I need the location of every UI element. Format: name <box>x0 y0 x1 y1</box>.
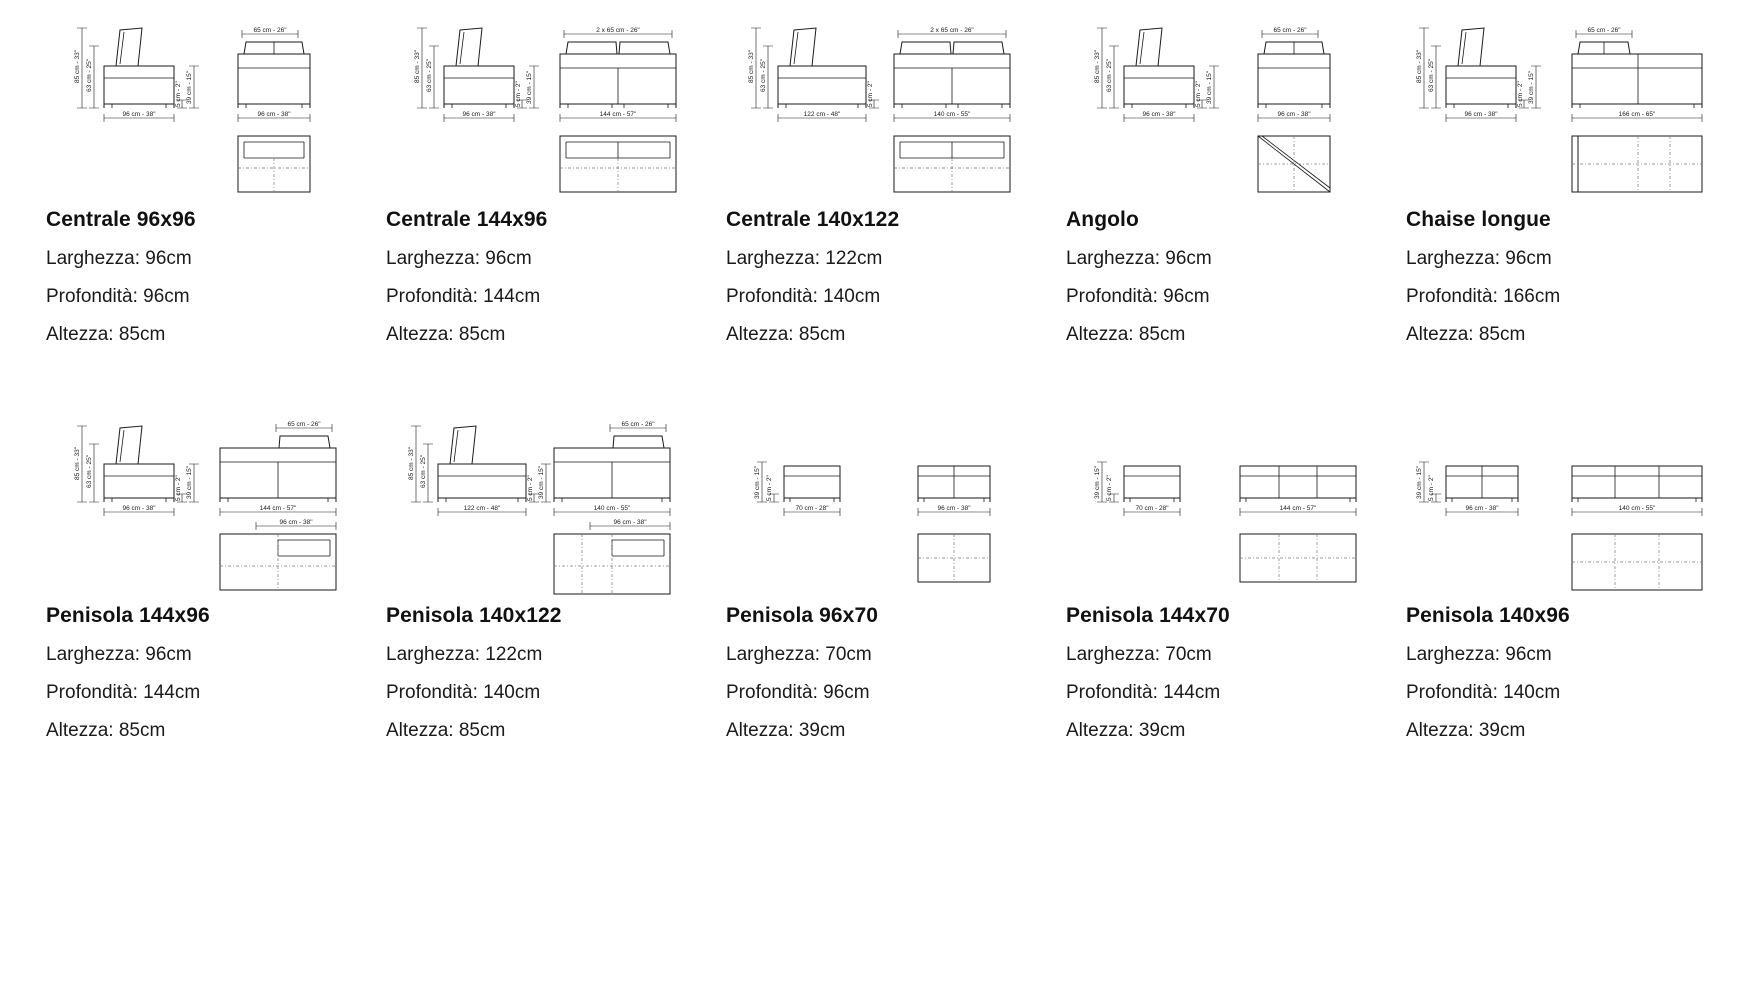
dim-width-front: 96 cm - 38" <box>1277 111 1311 118</box>
dim-width-side: 96 cm - 38" <box>1464 111 1498 118</box>
dim-width-side: 96 cm - 38" <box>462 111 496 118</box>
product-labels <box>1066 604 1406 742</box>
dim-seat-cushion: 65 cm - 26" <box>1587 27 1621 34</box>
dim-height-back: 63 cm - 25" <box>86 58 93 92</box>
spec-height: Altezza: 85cm <box>46 324 166 345</box>
product-name: Penisola 140x122 <box>386 604 562 627</box>
dim-width-front: 140 cm - 55" <box>593 505 631 512</box>
dim-height-total: 85 cm - 33" <box>74 446 81 480</box>
dim-seat-cushion: 65 cm - 26" <box>253 27 287 34</box>
product-labels <box>386 208 726 346</box>
product-row-1 <box>0 8 1754 346</box>
dim-width-front: 96 cm - 38" <box>257 111 291 118</box>
dim-height-back: 63 cm - 25" <box>760 58 767 92</box>
spec-height: Altezza: 85cm <box>386 720 506 741</box>
product-labels <box>1066 208 1406 346</box>
dim-height-back: 63 cm - 25" <box>420 454 427 488</box>
technical-drawing <box>726 8 1066 208</box>
dim-width-front: 166 cm - 65" <box>1618 111 1656 118</box>
dim-width-front: 140 cm - 55" <box>1618 505 1656 512</box>
spec-depth: Profondità: 140cm <box>386 682 541 703</box>
spec-width: Larghezza: 96cm <box>46 644 192 665</box>
spec-width: Larghezza: 70cm <box>726 644 872 665</box>
dim-seat-cushion: 65 cm - 26" <box>287 421 321 428</box>
spec-width: Larghezza: 70cm <box>1066 644 1212 665</box>
technical-drawing <box>726 404 1066 604</box>
spec-width: Larghezza: 122cm <box>386 644 543 665</box>
product-labels <box>1406 208 1746 346</box>
dim-seat-height: 5 cm - 2" <box>1428 475 1435 501</box>
dim-seat-height: 5 cm - 2" <box>1517 81 1524 107</box>
technical-drawing <box>46 404 386 604</box>
spec-height: Altezza: 39cm <box>726 720 846 741</box>
dim-width-side: 96 cm - 38" <box>122 111 156 118</box>
spec-height: Altezza: 39cm <box>1406 720 1526 741</box>
dim-seat-height: 5 cm - 2" <box>527 475 534 501</box>
product-card <box>46 8 386 346</box>
dim-arm-height: 39 cm - 15" <box>538 465 545 499</box>
dim-arm-height: 39 cm - 15" <box>1528 70 1535 104</box>
product-name: Centrale 140x122 <box>726 208 900 231</box>
product-card <box>46 404 386 742</box>
dim-seat-height: 5 cm - 2" <box>867 81 874 107</box>
product-labels <box>46 208 386 346</box>
product-name: Centrale 96x96 <box>46 208 196 231</box>
technical-drawing <box>1406 404 1746 604</box>
dim-height-total: 85 cm - 33" <box>414 49 421 83</box>
technical-drawing <box>1066 404 1406 604</box>
spec-depth: Profondità: 144cm <box>1066 682 1221 703</box>
technical-drawing <box>46 8 386 208</box>
dim-depth-front: 96 cm - 38" <box>613 519 647 526</box>
product-name: Penisola 96x70 <box>726 604 878 627</box>
dim-height-back: 63 cm - 25" <box>426 58 433 92</box>
product-labels <box>726 208 1066 346</box>
spec-width: Larghezza: 96cm <box>46 248 192 269</box>
product-card <box>386 8 726 346</box>
dim-seat-cushion: 65 cm - 26" <box>1273 27 1307 34</box>
product-name: Penisola 140x96 <box>1406 604 1570 627</box>
dim-height-total: 85 cm - 33" <box>1416 49 1423 83</box>
dim-arm-height: 39 cm - 15" <box>1416 465 1423 499</box>
dim-depth-front: 96 cm - 38" <box>279 519 313 526</box>
product-name: Angolo <box>1066 208 1139 231</box>
dim-width-front: 96 cm - 38" <box>937 505 971 512</box>
spec-depth: Profondità: 96cm <box>726 682 870 703</box>
product-card <box>1406 8 1746 346</box>
spec-height: Altezza: 85cm <box>46 720 166 741</box>
dim-height-back: 63 cm - 25" <box>1106 58 1113 92</box>
dim-seat-height: 5 cm - 2" <box>515 81 522 107</box>
dim-seat-height: 5 cm - 2" <box>175 475 182 501</box>
technical-drawing <box>386 8 726 208</box>
dim-height-total: 85 cm - 33" <box>748 49 755 83</box>
dim-seat-height: 5 cm - 2" <box>1106 475 1113 501</box>
spec-width: Larghezza: 96cm <box>1406 248 1552 269</box>
dim-seat-height: 5 cm - 2" <box>766 475 773 501</box>
technical-drawing <box>1066 8 1406 208</box>
dim-height-back: 63 cm - 25" <box>1428 58 1435 92</box>
spec-height: Altezza: 39cm <box>1066 720 1186 741</box>
dim-arm-height: 39 cm - 15" <box>1094 465 1101 499</box>
dim-height-total: 85 cm - 33" <box>74 49 81 83</box>
product-card <box>726 404 1066 742</box>
dim-arm-height: 39 cm - 15" <box>186 465 193 499</box>
spec-height: Altezza: 85cm <box>726 324 846 345</box>
dim-width-side: 70 cm - 28" <box>1135 505 1169 512</box>
product-labels <box>386 604 726 742</box>
product-card <box>1066 8 1406 346</box>
dim-width-front: 144 cm - 57" <box>1279 505 1317 512</box>
dim-width-side: 122 cm - 48" <box>803 111 841 118</box>
dim-width-side: 122 cm - 48" <box>463 505 501 512</box>
spec-width: Larghezza: 96cm <box>386 248 532 269</box>
dim-width-side: 96 cm - 38" <box>1142 111 1176 118</box>
dim-width-side: 96 cm - 38" <box>1465 505 1499 512</box>
product-name: Centrale 144x96 <box>386 208 548 231</box>
product-card <box>386 404 726 742</box>
spec-height: Altezza: 85cm <box>1066 324 1186 345</box>
product-name: Chaise longue <box>1406 208 1551 231</box>
dim-arm-height: 39 cm - 15" <box>186 70 193 104</box>
dim-seat-cushion: 2 x 65 cm - 26" <box>596 27 640 34</box>
spec-depth: Profondità: 96cm <box>1066 286 1210 307</box>
spec-depth: Profondità: 140cm <box>1406 682 1561 703</box>
spec-width: Larghezza: 96cm <box>1406 644 1552 665</box>
dim-seat-cushion: 65 cm - 26" <box>621 421 655 428</box>
dim-seat-cushion: 2 x 65 cm - 26" <box>930 27 974 34</box>
dim-width-side: 70 cm - 28" <box>795 505 829 512</box>
product-labels <box>726 604 1066 742</box>
spec-depth: Profondità: 166cm <box>1406 286 1561 307</box>
spec-height: Altezza: 85cm <box>386 324 506 345</box>
spec-depth: Profondità: 144cm <box>46 682 201 703</box>
spec-width: Larghezza: 96cm <box>1066 248 1212 269</box>
product-card <box>1406 404 1746 742</box>
dimension-sheet <box>0 8 1754 987</box>
dim-width-front: 144 cm - 57" <box>599 111 637 118</box>
dim-height-back: 63 cm - 25" <box>86 454 93 488</box>
product-card <box>726 8 1066 346</box>
spec-depth: Profondità: 96cm <box>46 286 190 307</box>
dim-seat-height: 5 cm - 2" <box>175 81 182 107</box>
dim-width-front: 144 cm - 57" <box>259 505 297 512</box>
product-name: Penisola 144x96 <box>46 604 210 627</box>
product-name: Penisola 144x70 <box>1066 604 1230 627</box>
dim-arm-height: 39 cm - 15" <box>1206 70 1213 104</box>
spec-height: Altezza: 85cm <box>1406 324 1526 345</box>
dim-seat-height: 5 cm - 2" <box>1195 81 1202 107</box>
dim-width-side: 96 cm - 38" <box>122 505 156 512</box>
dim-height-total: 85 cm - 33" <box>408 446 415 480</box>
spec-width: Larghezza: 122cm <box>726 248 883 269</box>
dim-arm-height: 39 cm - 15" <box>526 70 533 104</box>
product-labels <box>1406 604 1746 742</box>
spec-depth: Profondità: 140cm <box>726 286 881 307</box>
dim-width-front: 140 cm - 55" <box>933 111 971 118</box>
dim-arm-height: 39 cm - 15" <box>754 465 761 499</box>
technical-drawing <box>386 404 726 604</box>
dim-height-total: 85 cm - 33" <box>1094 49 1101 83</box>
technical-drawing <box>1406 8 1746 208</box>
product-card <box>1066 404 1406 742</box>
product-row-2 <box>0 404 1754 742</box>
product-labels <box>46 604 386 742</box>
spec-depth: Profondità: 144cm <box>386 286 541 307</box>
